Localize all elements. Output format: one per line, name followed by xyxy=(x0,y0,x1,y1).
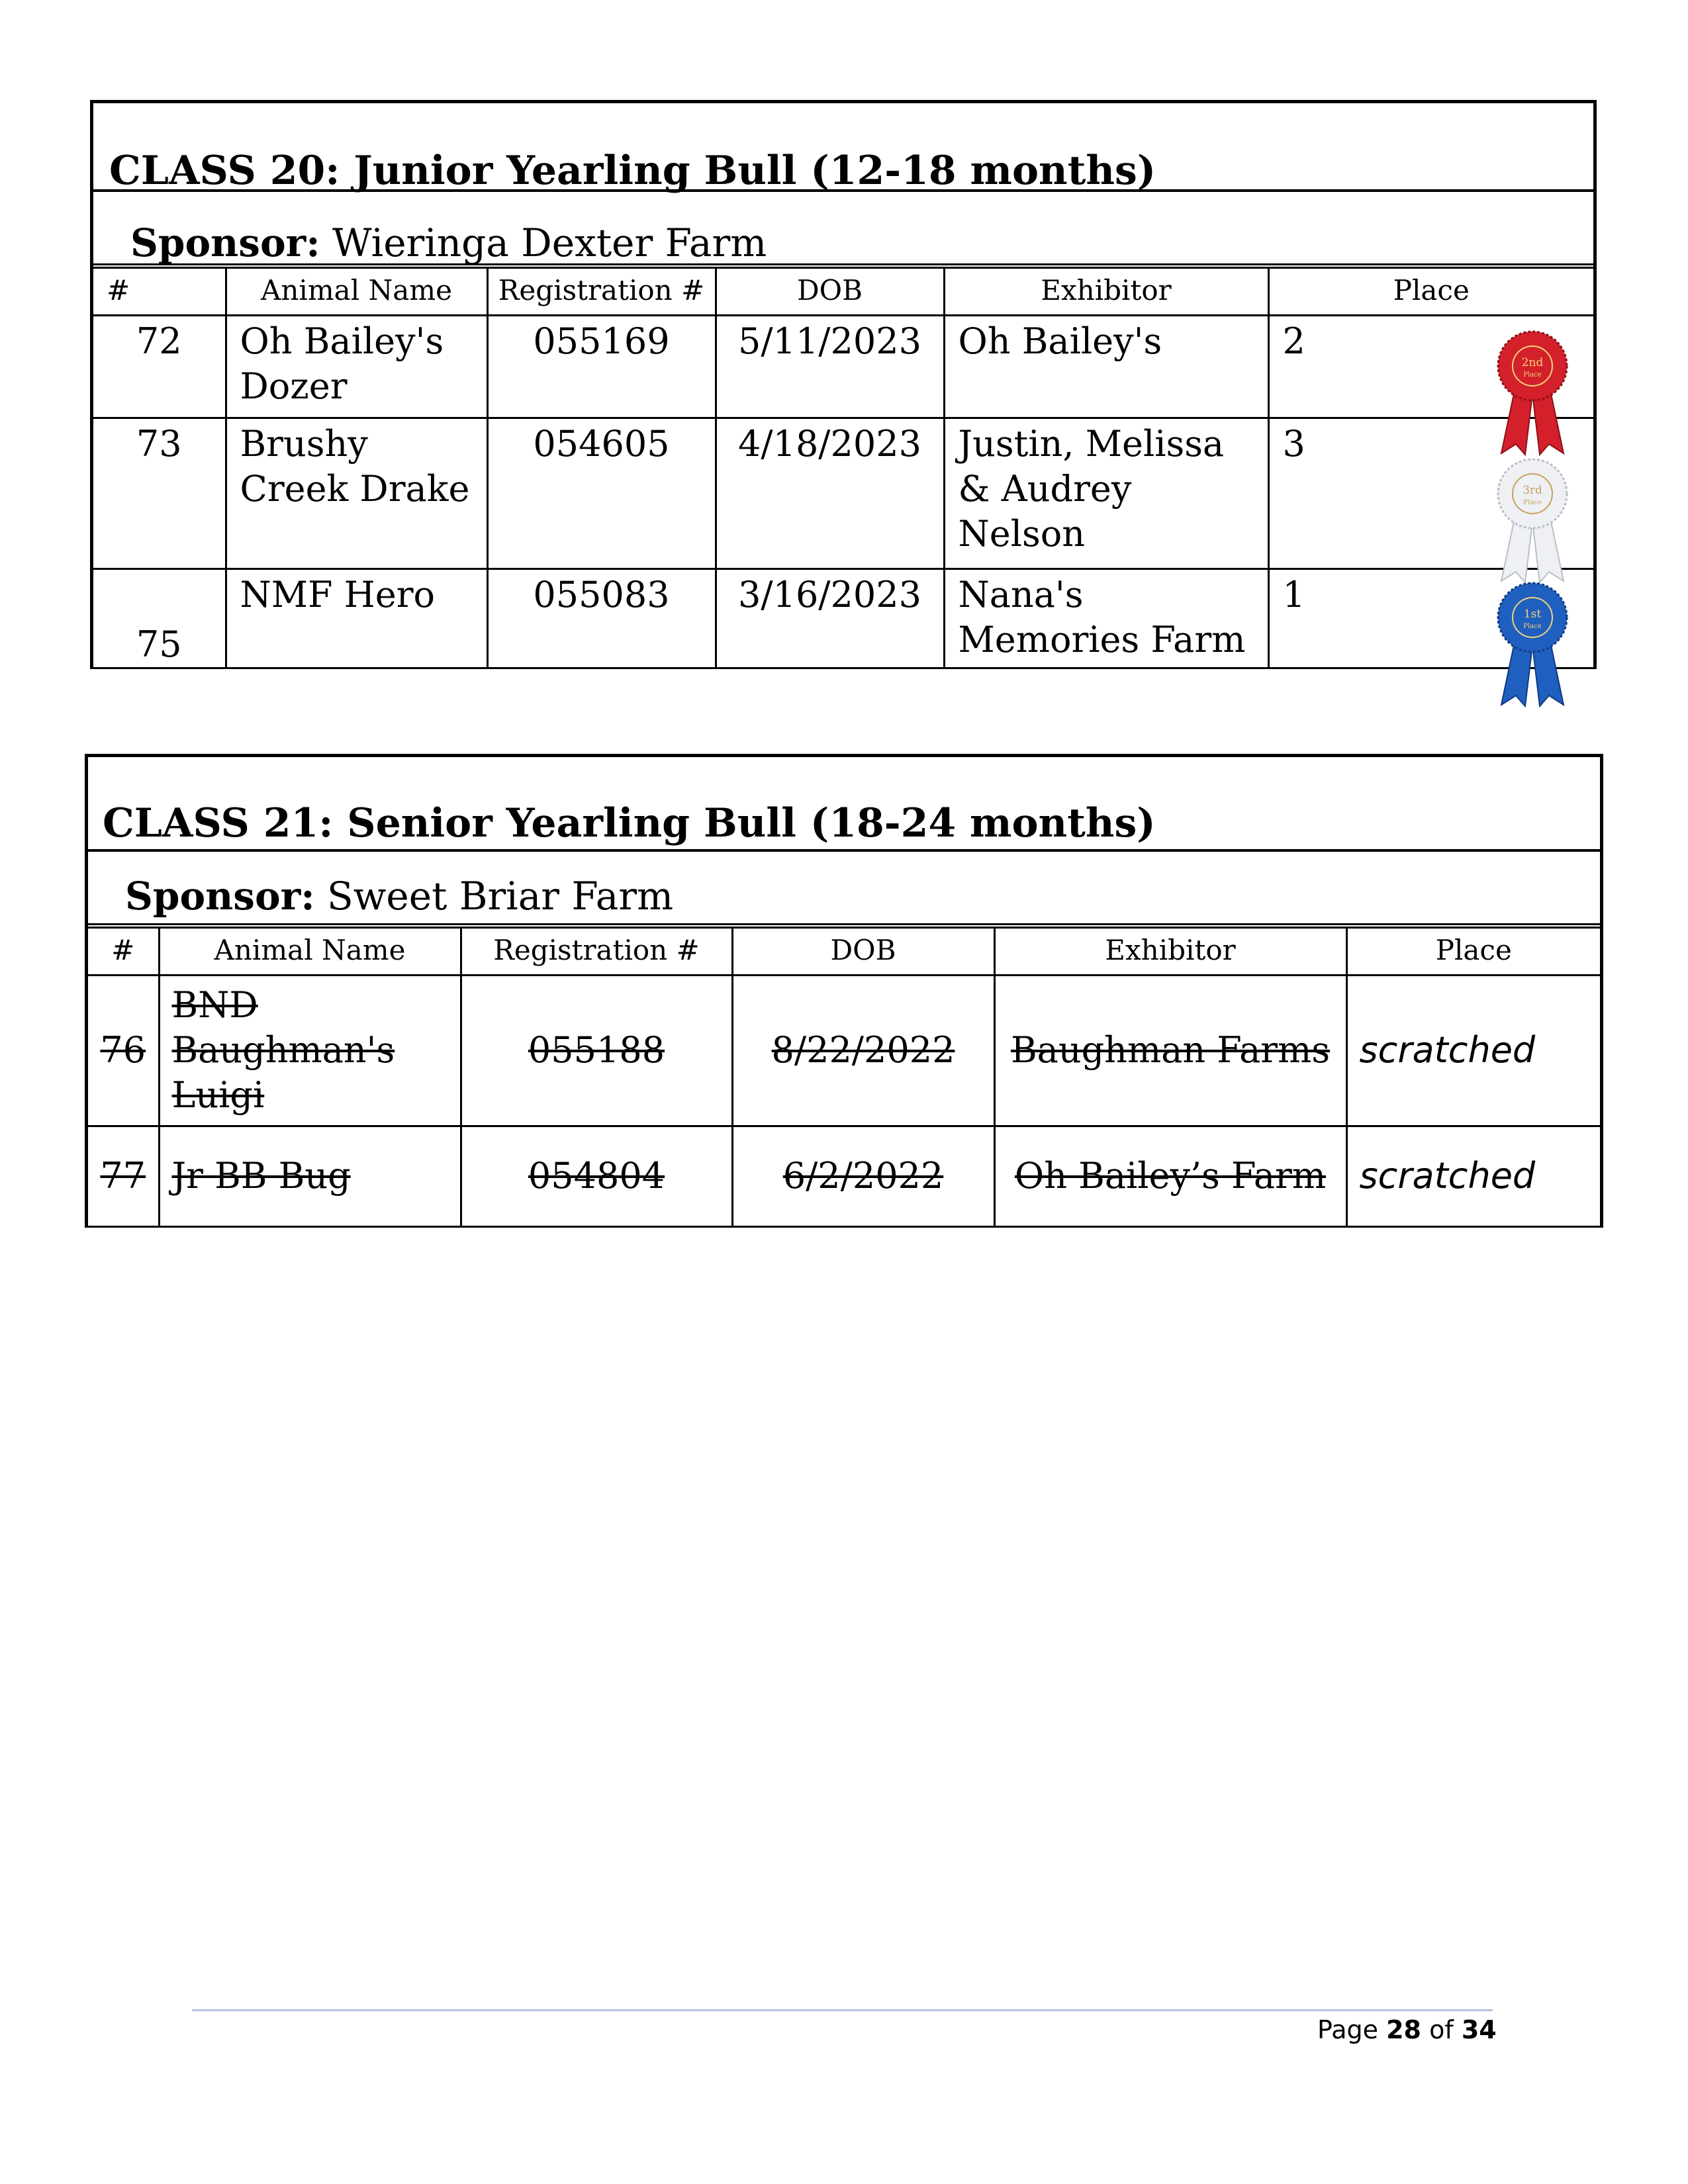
animal-name: NMF Hero xyxy=(226,569,487,668)
entry-number: 76 xyxy=(88,975,159,1126)
table-row xyxy=(93,569,1593,668)
header-exhibitor: Exhibitor xyxy=(944,269,1268,315)
exhibitor: Justin, Melissa & Audrey Nelson xyxy=(944,418,1268,569)
placing-status: scratched xyxy=(1346,1126,1600,1226)
sponsor-name: Sweet Briar Farm xyxy=(327,874,674,919)
class-21-section xyxy=(85,754,1603,1228)
date-of-birth: 6/2/2022 xyxy=(732,1126,994,1226)
second-place-ribbon-icon xyxy=(1483,328,1582,457)
date-of-birth: 3/16/2023 xyxy=(716,569,944,668)
date-of-birth: 5/11/2023 xyxy=(716,315,944,418)
ribbon-sublabel: Place xyxy=(1523,371,1542,379)
placing: 1 xyxy=(1268,569,1593,668)
table-header-row xyxy=(88,929,1600,975)
table-row xyxy=(93,315,1593,418)
header-registration: Registration # xyxy=(461,929,732,975)
ribbon-label: 2nd xyxy=(1521,356,1544,369)
exhibitor: Oh Bailey’s Farm xyxy=(994,1126,1346,1226)
ribbon-label: 1st xyxy=(1523,608,1542,621)
header-dob: DOB xyxy=(716,269,944,315)
ribbon-label: 3rd xyxy=(1523,484,1542,497)
animal-name: BND Baughman's Luigi xyxy=(159,975,461,1126)
placing-status: scratched xyxy=(1346,975,1600,1126)
registration-number: 054605 xyxy=(487,418,716,569)
class-21-table xyxy=(88,929,1600,1228)
ribbon-sublabel: Place xyxy=(1523,623,1542,630)
header-exhibitor: Exhibitor xyxy=(994,929,1346,975)
header-animal-name: Animal Name xyxy=(226,269,487,315)
class-20-section xyxy=(90,100,1597,669)
third-place-ribbon-icon xyxy=(1483,455,1582,584)
header-place: Place xyxy=(1346,929,1600,975)
entry-number: 73 xyxy=(93,418,226,569)
class-20-sponsor xyxy=(93,192,1593,269)
first-place-ribbon-icon xyxy=(1483,579,1582,708)
exhibitor: Baughman Farms xyxy=(994,975,1346,1126)
class-20-title: CLASS 20: Junior Yearling Bull (12-18 months) xyxy=(93,103,1593,192)
class-20-table xyxy=(93,269,1593,669)
animal-name: Brushy Creek Drake xyxy=(226,418,487,569)
registration-number: 055169 xyxy=(487,315,716,418)
exhibitor: Oh Bailey's xyxy=(944,315,1268,418)
entry-number: 75 xyxy=(93,569,226,668)
page-number: Page 28 of 34 xyxy=(1317,2015,1497,2044)
footer-divider xyxy=(192,2009,1493,2011)
table-header-row xyxy=(93,269,1593,315)
sponsor-label: Sponsor: xyxy=(125,874,315,919)
table-row xyxy=(88,1126,1600,1226)
header-registration: Registration # xyxy=(487,269,716,315)
animal-name: Jr BB Bug xyxy=(159,1126,461,1226)
animal-name: Oh Bailey's Dozer xyxy=(226,315,487,418)
sponsor-name: Wieringa Dexter Farm xyxy=(332,220,767,265)
registration-number: 055083 xyxy=(487,569,716,668)
exhibitor: Nana's Memories Farm xyxy=(944,569,1268,668)
placing: 3 xyxy=(1268,418,1593,569)
registration-number: 054804 xyxy=(461,1126,732,1226)
placing: 2 xyxy=(1268,315,1593,418)
sponsor-label: Sponsor: xyxy=(130,220,320,265)
header-place: Place xyxy=(1268,269,1593,315)
date-of-birth: 8/22/2022 xyxy=(732,975,994,1126)
table-row xyxy=(88,975,1600,1126)
header-animal-name: Animal Name xyxy=(159,929,461,975)
class-21-title: CLASS 21: Senior Yearling Bull (18-24 months) xyxy=(88,757,1600,852)
ribbon-sublabel: Place xyxy=(1523,499,1542,506)
header-dob: DOB xyxy=(732,929,994,975)
header-number: # xyxy=(93,269,226,315)
registration-number: 055188 xyxy=(461,975,732,1126)
class-21-sponsor xyxy=(88,852,1600,929)
entry-number: 72 xyxy=(93,315,226,418)
date-of-birth: 4/18/2023 xyxy=(716,418,944,569)
header-number: # xyxy=(88,929,159,975)
table-row xyxy=(93,418,1593,569)
entry-number: 77 xyxy=(88,1126,159,1226)
